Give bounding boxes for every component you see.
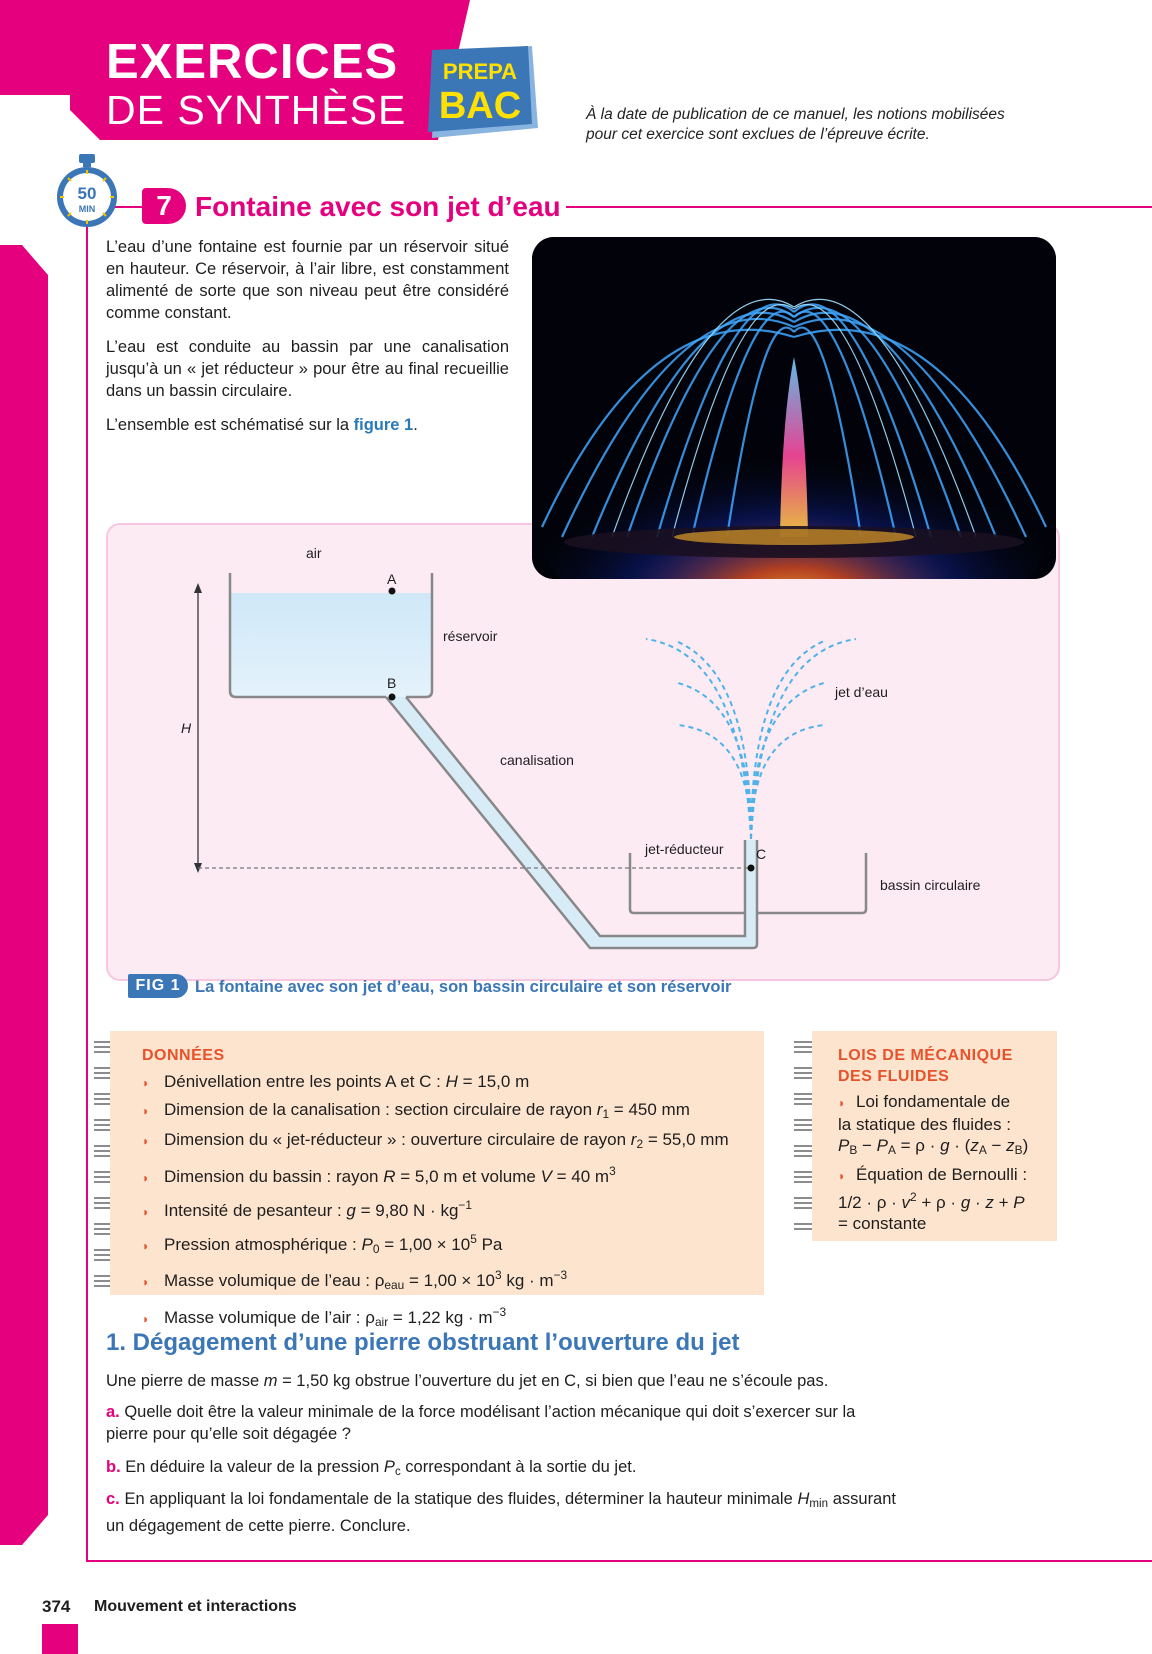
point-c-marker — [748, 865, 755, 872]
figure-1-link[interactable]: figure 1 — [353, 416, 414, 434]
frame-bottom-line — [86, 1560, 1152, 1562]
triangle-bullet-icon: ◗ — [838, 1096, 846, 1110]
donnees-item: ◗ Dénivellation entre les points A et C : H = 15,0 m — [142, 1069, 729, 1097]
triangle-bullet-icon: ◗ — [142, 1076, 150, 1090]
section-title: 1. Dégagement d’une pierre obstruant l’ouverture du jet — [106, 1329, 740, 1356]
lois-title: LOIS DE MÉCANIQUE DES FLUIDES — [838, 1047, 1013, 1085]
section-intro: Une pierre de masse m = 1,50 kg obstrue l’ouverture du jet en C, si bien que l’eau ne s’écoule pas. — [106, 1372, 829, 1390]
intro-paragraph-1: L’eau d’une fontaine est fournie par un réservoir situé en hauteur. Ce réservoir, à l’air libre, est constamment alimenté de sorte que son niveau peut être considéré comme constant. — [106, 238, 509, 322]
donnees-item: ◗ Masse volumique de l’eau : $\rho_{eau} = 1,00 \times 10^3$ kg · $m^{-3}$ — [142, 1262, 729, 1299]
label-canalisation: canalisation — [500, 752, 574, 768]
donnees-item: ◗ Intensité de pesanteur : g = 9,80 $N \cdot kg^{-1}$ — [142, 1192, 729, 1226]
title-rule-right — [566, 206, 1152, 208]
label-jet-reducteur: jet-réducteur — [645, 841, 724, 857]
triangle-bullet-icon: ◗ — [142, 1238, 150, 1253]
figure-caption-tag: FIG 1 — [128, 974, 188, 998]
intro-paragraph-2: L’eau est conduite au bassin par une canalisation jusqu’à un « jet réducteur » pour être au final recueillie dans un bassin circulaire. — [106, 338, 509, 400]
header-subtitle: DE SYNTHÈSE — [106, 87, 407, 133]
badge-prepa-text: PREPA — [442, 59, 518, 84]
donnees-item: ◗ Dimension de la canalisation : section circulaire de rayon $r_1 = 450$ mm — [142, 1097, 729, 1128]
triangle-bullet-icon: ◗ — [142, 1204, 150, 1219]
law-1: ◗ Loi fondamentale de — [838, 1091, 1028, 1114]
label-a: A — [387, 571, 397, 587]
triangle-bullet-icon: ◗ — [142, 1311, 150, 1326]
question-c: c. En appliquant la loi fondamentale de la statique des fluides, déterminer la hauteur minimale $H_{min}$ assurant un dégagement de cette pierre. Conclure. — [106, 1490, 896, 1535]
donnees-item: ◗ Dimension du bassin : rayon R = 5,0 m et volume V = 40 $m^3$ — [142, 1158, 729, 1192]
law-2-line-3: = constante — [838, 1214, 927, 1233]
law-1-line-2: la statique des fluides : — [838, 1115, 1011, 1134]
donnees-box — [110, 1031, 764, 1329]
prepa-bac-badge — [428, 46, 538, 138]
lois-content — [838, 1091, 1028, 1234]
triangle-bullet-icon: ◗ — [142, 1275, 150, 1290]
fountain-illustration — [532, 237, 1056, 579]
triangle-bullet-icon: ◗ — [142, 1103, 150, 1118]
fountain-diagram — [106, 523, 1060, 981]
label-jet-eau: jet d’eau — [835, 684, 888, 700]
exercise-number: 7 — [142, 188, 186, 224]
point-b-marker — [389, 694, 396, 701]
chapter-name: Mouvement et interactions — [94, 1598, 297, 1615]
donnees-list — [142, 1069, 729, 1336]
label-b: B — [387, 675, 397, 691]
badge-bac-text: BAC — [438, 85, 522, 127]
intro-paragraph-3: L’ensemble est schématisé sur la figure 1. — [106, 416, 418, 434]
law-2: ◗ Équation de Bernoulli : — [838, 1164, 1028, 1187]
header-title: EXERCICES — [106, 35, 399, 89]
frame-left-line — [86, 207, 88, 1561]
label-bassin: bassin circulaire — [880, 877, 981, 893]
label-reservoir: réservoir — [443, 628, 498, 644]
timer-unit: MIN — [78, 204, 96, 214]
label-air: air — [306, 545, 322, 561]
figure-caption: La fontaine avec son jet d’eau, son bassin circulaire et son réservoir — [195, 978, 732, 996]
triangle-bullet-icon: ◗ — [142, 1171, 150, 1186]
timer-value: 50 — [77, 184, 97, 203]
donnees-title: DONNÉES — [142, 1047, 225, 1064]
triangle-bullet-icon: ◗ — [142, 1134, 150, 1149]
page-tab — [42, 1624, 78, 1654]
stopwatch-icon — [54, 152, 120, 232]
donnees-item: ◗ Pression atmosphérique : $P_0 = 1,00 \times 10^5$ Pa — [142, 1226, 729, 1263]
donnees-item: ◗ Masse volumique de l’air : $\rho_{air} = 1,22$ kg · $m^{-3}$ — [142, 1299, 729, 1336]
triangle-bullet-icon: ◗ — [838, 1169, 846, 1183]
question-a: a. Quelle doit être la valeur minimale de la force modélisant l’action mécanique qui doit s’exercer sur la pierre pour qu’elle soit dégagée ? — [106, 1403, 856, 1443]
left-ribbon — [0, 245, 48, 1545]
exercise-title: Fontaine avec son jet d’eau — [195, 191, 561, 222]
exam-note: À la date de publication de ce manuel, les notions mobilisées pour cet exercice sont exclues de l’épreuve écrite. — [586, 106, 1005, 143]
lois-box — [812, 1031, 1057, 1241]
law-2-formula: $1/2 \cdot \rho \cdot v^2 + \rho \cdot g \cdot z + P$ — [838, 1190, 1025, 1212]
question-b: b. En déduire la valeur de la pression $P_c$ correspondant à la sortie du jet. — [106, 1458, 637, 1478]
label-h: H — [181, 720, 192, 736]
fountain-photo — [532, 237, 1056, 579]
law-1-formula: $P_B - P_A = \rho \cdot g \cdot (z_A - z_B)$ — [838, 1136, 1029, 1157]
page-number: 374 — [42, 1597, 71, 1616]
point-a-marker — [389, 588, 396, 595]
label-c: C — [756, 846, 767, 862]
donnees-item: ◗ Dimension du « jet-réducteur » : ouverture circulaire de rayon $r_2 = 55,0$ mm — [142, 1127, 729, 1158]
